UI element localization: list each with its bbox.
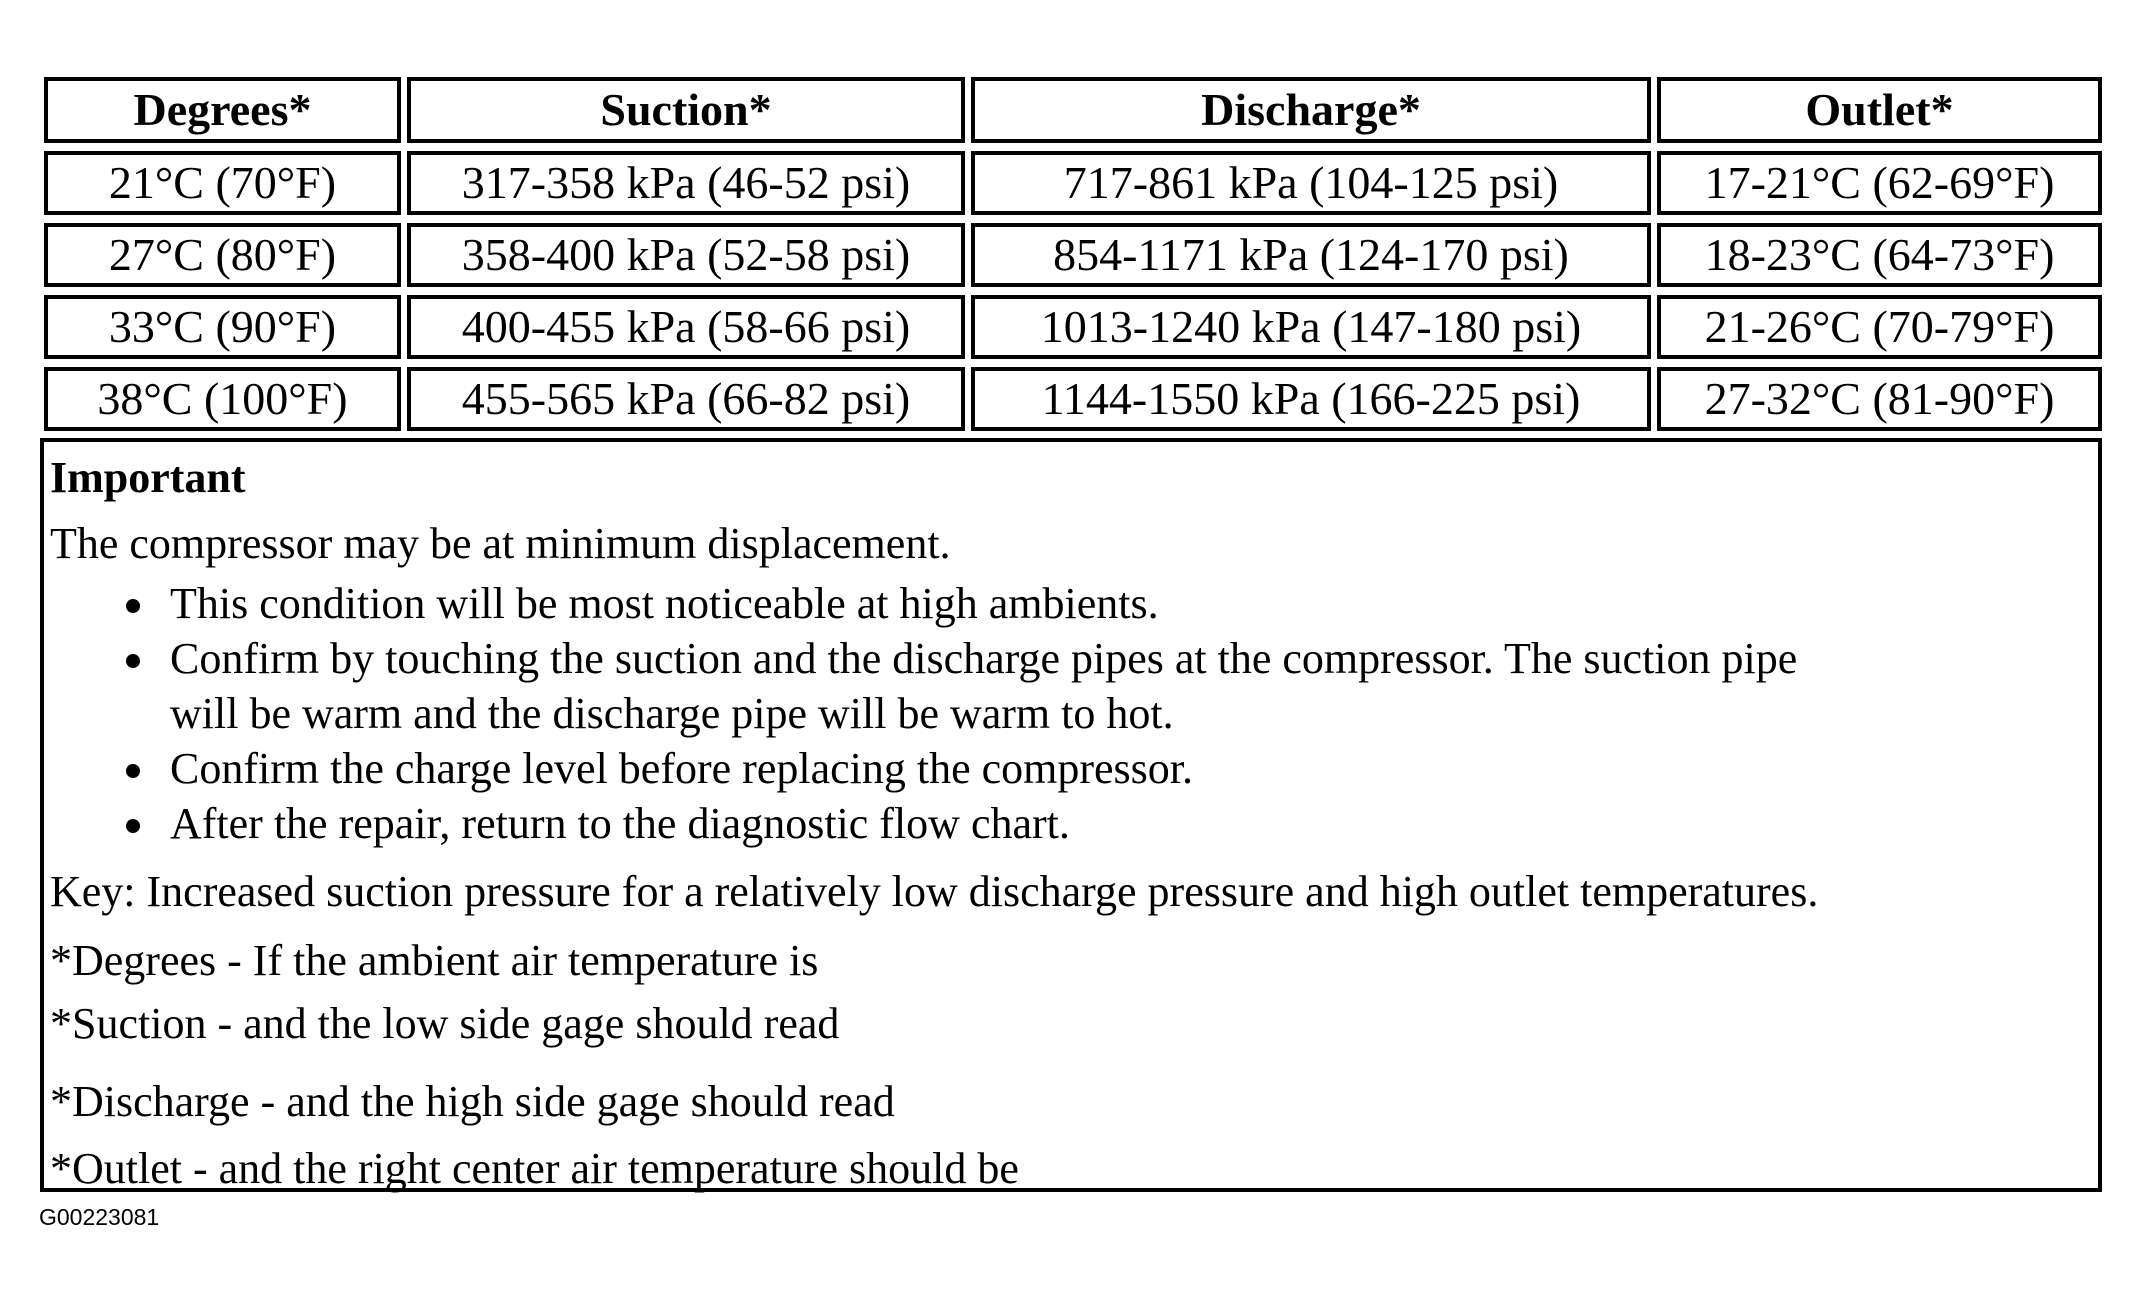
cell-degrees: 38°C (100°F) xyxy=(44,367,401,431)
cell-degrees: 21°C (70°F) xyxy=(44,151,401,215)
header-degrees: Degrees* xyxy=(44,77,401,143)
key-text: Key: Increased suction pressure for a relatively low discharge pressure and high outlet temperatures. xyxy=(50,867,1819,916)
notes-intro: The compressor may be at minimum displacement. xyxy=(50,519,951,568)
cell-suction: 358-400 kPa (52-58 psi) xyxy=(407,223,965,287)
header-outlet: Outlet* xyxy=(1657,77,2102,143)
figure-id: G00223081 xyxy=(39,1204,160,1230)
cell-discharge: 717-861 kPa (104-125 psi) xyxy=(971,151,1651,215)
bullet-dot xyxy=(126,764,140,778)
cell-discharge: 854-1171 kPa (124-170 psi) xyxy=(971,223,1651,287)
cell-outlet: 18-23°C (64-73°F) xyxy=(1657,223,2102,287)
bullet-item-continuation: will be warm and the discharge pipe will be warm to hot. xyxy=(170,689,1174,738)
cell-outlet: 17-21°C (62-69°F) xyxy=(1657,151,2102,215)
cell-outlet: 27-32°C (81-90°F) xyxy=(1657,367,2102,431)
bullet-item: Confirm by touching the suction and the discharge pipes at the compressor. The suction pipe xyxy=(170,634,1798,683)
bullet-dot xyxy=(126,599,140,613)
footnote-discharge: *Discharge - and the high side gage should read xyxy=(50,1077,895,1126)
header-discharge: Discharge* xyxy=(971,77,1651,143)
bullet-item: After the repair, return to the diagnostic flow chart. xyxy=(170,799,1070,848)
cell-discharge: 1144-1550 kPa (166-225 psi) xyxy=(971,367,1651,431)
footnote-degrees: *Degrees - If the ambient air temperature is xyxy=(50,936,819,985)
cell-suction: 317-358 kPa (46-52 psi) xyxy=(407,151,965,215)
cell-suction: 455-565 kPa (66-82 psi) xyxy=(407,367,965,431)
notes-box xyxy=(40,438,2102,1192)
cell-outlet: 21-26°C (70-79°F) xyxy=(1657,295,2102,359)
cell-suction: 400-455 kPa (58-66 psi) xyxy=(407,295,965,359)
bullet-item: Confirm the charge level before replacing the compressor. xyxy=(170,744,1194,793)
important-heading: Important xyxy=(50,453,246,502)
bullet-item: This condition will be most noticeable at high ambients. xyxy=(170,579,1159,628)
bullet-dot xyxy=(126,819,140,833)
bullet-dot xyxy=(126,654,140,668)
footnote-outlet: *Outlet - and the right center air temperature should be xyxy=(50,1144,1019,1193)
cell-discharge: 1013-1240 kPa (147-180 psi) xyxy=(971,295,1651,359)
header-suction: Suction* xyxy=(407,77,965,143)
cell-degrees: 33°C (90°F) xyxy=(44,295,401,359)
cell-degrees: 27°C (80°F) xyxy=(44,223,401,287)
footnote-suction: *Suction - and the low side gage should read xyxy=(50,999,840,1048)
